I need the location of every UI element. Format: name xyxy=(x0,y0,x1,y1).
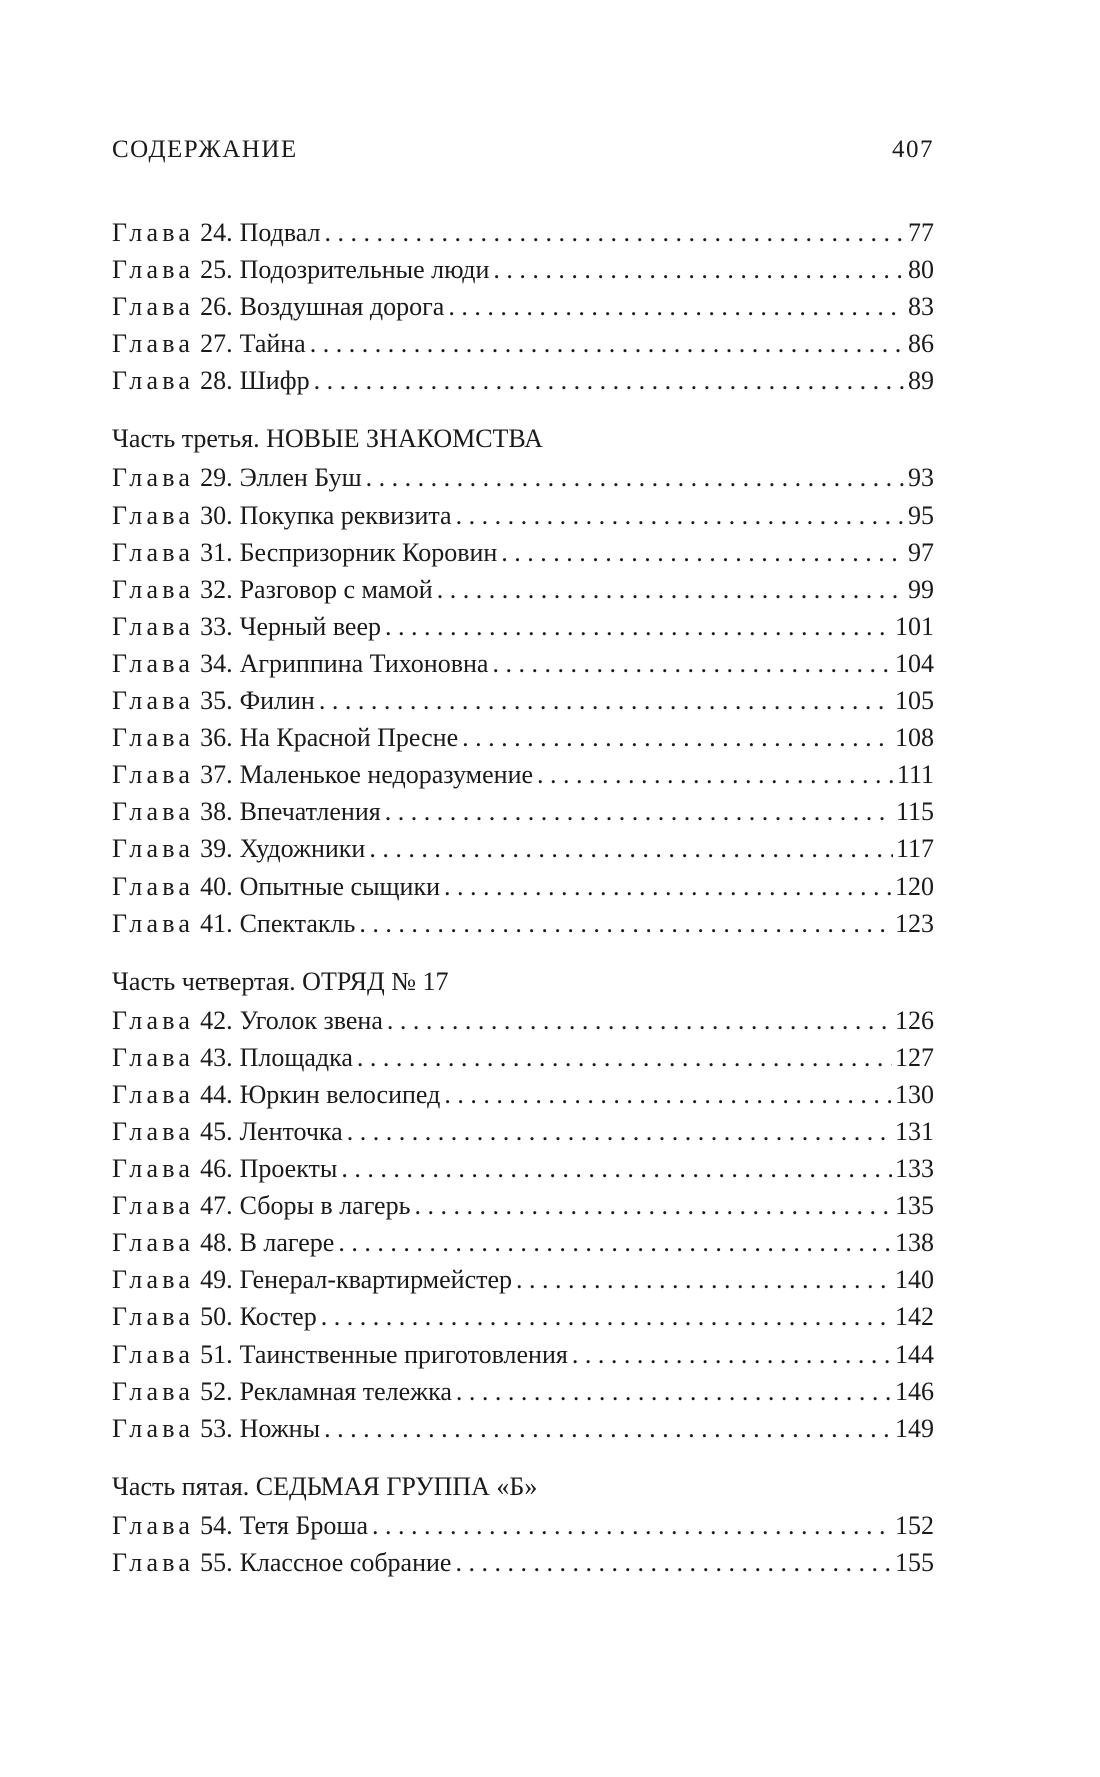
section-gap xyxy=(112,403,934,420)
chapter-number: 40. xyxy=(200,871,233,901)
chapter-label: Глава xyxy=(112,611,195,641)
chapter-label: Глава xyxy=(112,1079,195,1109)
toc-entry xyxy=(112,686,934,723)
chapter-page-number: 152 xyxy=(895,1510,934,1540)
chapter-title: Агриппина Тихоновна xyxy=(239,648,489,678)
toc-entry xyxy=(112,501,934,538)
chapter-title: Художники xyxy=(239,834,366,864)
chapter-number: 42. xyxy=(200,1005,233,1035)
chapter-label: Глава xyxy=(112,1228,195,1258)
chapter-title: На Красной Пресне xyxy=(239,723,459,753)
dot-leader xyxy=(325,218,905,248)
dot-leader xyxy=(572,1340,892,1370)
chapter-title: Маленькое недоразумение xyxy=(239,760,534,790)
dot-leader xyxy=(455,1548,892,1578)
chapter-label: Глава xyxy=(112,1116,195,1146)
chapter-page-number: 83 xyxy=(908,292,934,322)
chapter-page-number: 120 xyxy=(895,871,934,901)
chapter-title: Эллен Буш xyxy=(239,463,362,493)
chapter-title: Опытные сыщики xyxy=(239,871,441,901)
chapter-label: Глава xyxy=(112,1191,195,1221)
dot-leader xyxy=(437,575,905,605)
chapter-page-number: 89 xyxy=(908,366,934,396)
chapter-label: Глава xyxy=(112,329,195,359)
chapter-page-number: 126 xyxy=(895,1005,934,1035)
page-number: 407 xyxy=(892,136,934,163)
toc-entry xyxy=(112,1228,934,1265)
chapter-title: Подозрительные люди xyxy=(239,255,490,285)
dot-leader xyxy=(324,1414,892,1444)
chapter-label: Глава xyxy=(112,871,195,901)
chapter-page-number: 133 xyxy=(895,1154,934,1184)
toc-entry xyxy=(112,760,934,797)
chapter-title: Ножны xyxy=(239,1413,321,1443)
toc-entry xyxy=(112,909,934,946)
chapter-label: Глава xyxy=(112,255,195,285)
dot-leader xyxy=(516,1265,892,1295)
dot-leader xyxy=(366,463,905,493)
dot-leader xyxy=(456,1377,892,1407)
chapter-title: Уголок звена xyxy=(239,1005,383,1035)
chapter-title: Спектакль xyxy=(239,908,356,938)
chapter-label: Глава xyxy=(112,1547,195,1577)
chapter-title: Юркин велосипед xyxy=(239,1079,441,1109)
chapter-page-number: 77 xyxy=(908,218,934,247)
chapter-page-number: 135 xyxy=(895,1191,934,1221)
table-of-contents xyxy=(112,218,934,1585)
chapter-title: Филин xyxy=(239,686,315,716)
chapter-page-number: 97 xyxy=(908,537,934,567)
chapter-page-number: 117 xyxy=(895,834,934,864)
chapter-title: Беспризорник Коровин xyxy=(239,537,498,567)
chapter-title: Ленточка xyxy=(239,1116,343,1146)
toc-entry xyxy=(112,366,934,403)
dot-leader xyxy=(385,612,892,642)
toc-entry xyxy=(112,1117,934,1154)
toc-entry xyxy=(112,1302,934,1339)
chapter-page-number: 95 xyxy=(908,500,934,530)
toc-entry xyxy=(112,723,934,760)
chapter-title: Разговор с мамой xyxy=(239,574,433,604)
chapter-page-number: 123 xyxy=(895,908,934,938)
chapter-number: 37. xyxy=(200,760,233,790)
chapter-number: 45. xyxy=(200,1116,233,1146)
dot-leader xyxy=(385,797,893,827)
toc-entry xyxy=(112,1340,934,1377)
chapter-page-number: 155 xyxy=(895,1547,934,1577)
chapter-title: Покупка реквизита xyxy=(239,500,452,530)
dot-leader xyxy=(492,649,892,679)
dot-leader xyxy=(537,760,894,790)
dot-leader xyxy=(314,366,905,396)
chapter-label: Глава xyxy=(112,1042,195,1072)
dot-leader xyxy=(321,1302,892,1332)
toc-entry xyxy=(112,1043,934,1080)
chapter-title: Тетя Броша xyxy=(239,1510,368,1540)
chapter-title: Генерал-квартирмейстер xyxy=(239,1265,513,1295)
dot-leader xyxy=(444,1080,892,1110)
dot-leader xyxy=(310,329,905,359)
dot-leader xyxy=(359,909,892,939)
chapter-number: 34. xyxy=(200,648,233,678)
dot-leader xyxy=(347,1117,892,1147)
book-page xyxy=(112,0,934,1777)
chapter-page-number: 80 xyxy=(908,255,934,285)
section-gap xyxy=(112,946,934,963)
dot-leader xyxy=(456,501,905,531)
toc-entry xyxy=(112,255,934,292)
chapter-number: 44. xyxy=(200,1079,233,1109)
toc-entry xyxy=(112,872,934,909)
part-heading: Часть четвертая. ОТРЯД № 17 xyxy=(112,966,449,996)
chapter-label: Глава xyxy=(112,908,195,938)
chapter-number: 48. xyxy=(200,1228,233,1258)
toc-entry xyxy=(112,329,934,366)
toc-entry xyxy=(112,649,934,686)
chapter-page-number: 101 xyxy=(895,611,934,641)
chapter-title: Тайна xyxy=(239,329,306,359)
chapter-number: 35. xyxy=(200,686,233,716)
dot-leader xyxy=(501,538,905,568)
toc-entry xyxy=(112,575,934,612)
chapter-label: Глава xyxy=(112,1510,195,1540)
running-head-title: СОДЕРЖАНИЕ xyxy=(112,136,298,163)
chapter-label: Глава xyxy=(112,686,195,716)
chapter-page-number: 142 xyxy=(895,1302,934,1332)
toc-entry xyxy=(112,834,934,871)
dot-leader xyxy=(387,1006,892,1036)
chapter-number: 54. xyxy=(200,1510,233,1540)
chapter-label: Глава xyxy=(112,723,195,753)
chapter-page-number: 130 xyxy=(895,1079,934,1109)
chapter-number: 36. xyxy=(200,723,233,753)
chapter-title: Проекты xyxy=(239,1154,338,1184)
toc-entry xyxy=(112,1191,934,1228)
chapter-label: Глава xyxy=(112,1376,195,1406)
chapter-title: В лагере xyxy=(239,1228,335,1258)
dot-leader xyxy=(444,872,892,902)
chapter-number: 24. xyxy=(200,218,233,247)
chapter-number: 32. xyxy=(200,574,233,604)
chapter-label: Глава xyxy=(112,463,195,493)
chapter-label: Глава xyxy=(112,760,195,790)
chapter-number: 38. xyxy=(200,797,233,827)
chapter-number: 47. xyxy=(200,1191,233,1221)
chapter-number: 27. xyxy=(200,329,233,359)
chapter-label: Глава xyxy=(112,1005,195,1035)
chapter-label: Глава xyxy=(112,797,195,827)
chapter-number: 33. xyxy=(200,611,233,641)
dot-leader xyxy=(462,723,892,753)
chapter-number: 31. xyxy=(200,537,233,567)
chapter-title: Впечатления xyxy=(239,797,381,827)
toc-entry xyxy=(112,538,934,575)
dot-leader xyxy=(372,1511,892,1541)
chapter-page-number: 144 xyxy=(895,1339,934,1369)
chapter-label: Глава xyxy=(112,574,195,604)
toc-entry xyxy=(112,292,934,329)
toc-entry xyxy=(112,1265,934,1302)
chapter-label: Глава xyxy=(112,1154,195,1184)
running-head xyxy=(112,136,934,164)
chapter-page-number: 108 xyxy=(895,723,934,753)
chapter-label: Глава xyxy=(112,218,195,247)
dot-leader xyxy=(357,1043,892,1073)
dot-leader xyxy=(369,834,893,864)
part-heading: Часть пятая. СЕДЬМАЯ ГРУППА «Б» xyxy=(112,1471,538,1501)
toc-entry xyxy=(112,218,934,255)
dot-leader xyxy=(493,255,905,285)
toc-entry xyxy=(112,1377,934,1414)
chapter-label: Глава xyxy=(112,537,195,567)
chapter-number: 43. xyxy=(200,1042,233,1072)
chapter-page-number: 131 xyxy=(895,1116,934,1146)
dot-leader xyxy=(414,1191,892,1221)
chapter-number: 52. xyxy=(200,1376,233,1406)
chapter-title: Черный веер xyxy=(239,611,382,641)
chapter-page-number: 140 xyxy=(895,1265,934,1295)
chapter-number: 46. xyxy=(200,1154,233,1184)
chapter-page-number: 127 xyxy=(895,1042,934,1072)
chapter-title: Воздушная дорога xyxy=(239,292,445,322)
chapter-label: Глава xyxy=(112,834,195,864)
chapter-label: Глава xyxy=(112,1413,195,1443)
toc-entry xyxy=(112,1006,934,1043)
chapter-title: Рекламная тележка xyxy=(239,1376,452,1406)
chapter-page-number: 104 xyxy=(895,648,934,678)
chapter-page-number: 105 xyxy=(895,686,934,716)
toc-entry xyxy=(112,1080,934,1117)
chapter-number: 55. xyxy=(200,1547,233,1577)
chapter-page-number: 111 xyxy=(896,760,934,790)
chapter-page-number: 86 xyxy=(908,329,934,359)
chapter-page-number: 93 xyxy=(908,463,934,493)
toc-entry xyxy=(112,1511,934,1548)
chapter-number: 30. xyxy=(200,500,233,530)
chapter-page-number: 99 xyxy=(908,574,934,604)
dot-leader xyxy=(319,686,892,716)
chapter-number: 28. xyxy=(200,366,233,396)
chapter-title: Таинственные приготовления xyxy=(239,1339,568,1369)
chapter-number: 50. xyxy=(200,1302,233,1332)
chapter-number: 39. xyxy=(200,834,233,864)
toc-entry xyxy=(112,612,934,649)
toc-entry xyxy=(112,1154,934,1191)
chapter-number: 29. xyxy=(200,463,233,493)
chapter-label: Глава xyxy=(112,366,195,396)
chapter-label: Глава xyxy=(112,1265,195,1295)
chapter-title: Подвал xyxy=(239,218,321,247)
toc-entry xyxy=(112,797,934,834)
chapter-page-number: 138 xyxy=(895,1228,934,1258)
chapter-label: Глава xyxy=(112,292,195,322)
chapter-number: 53. xyxy=(200,1413,233,1443)
chapter-number: 51. xyxy=(200,1339,233,1369)
toc-entry xyxy=(112,1414,934,1451)
chapter-label: Глава xyxy=(112,1339,195,1369)
chapter-title: Площадка xyxy=(239,1042,353,1072)
chapter-page-number: 115 xyxy=(895,797,934,827)
chapter-page-number: 146 xyxy=(895,1376,934,1406)
chapter-number: 49. xyxy=(200,1265,233,1295)
chapter-page-number: 149 xyxy=(895,1413,934,1443)
chapter-label: Глава xyxy=(112,1302,195,1332)
chapter-label: Глава xyxy=(112,648,195,678)
chapter-title: Костер xyxy=(239,1302,317,1332)
part-heading: Часть третья. НОВЫЕ ЗНАКОМСТВА xyxy=(112,424,543,454)
chapter-number: 26. xyxy=(200,292,233,322)
dot-leader xyxy=(338,1228,892,1258)
toc-entry xyxy=(112,463,934,500)
toc-entry xyxy=(112,1548,934,1585)
chapter-title: Шифр xyxy=(239,366,310,396)
section-gap xyxy=(112,1451,934,1468)
chapter-title: Сборы в лагерь xyxy=(239,1191,411,1221)
chapter-number: 25. xyxy=(200,255,233,285)
chapter-title: Классное собрание xyxy=(239,1547,452,1577)
dot-leader xyxy=(448,292,905,322)
chapter-label: Глава xyxy=(112,500,195,530)
dot-leader xyxy=(341,1154,892,1184)
chapter-number: 41. xyxy=(200,908,233,938)
